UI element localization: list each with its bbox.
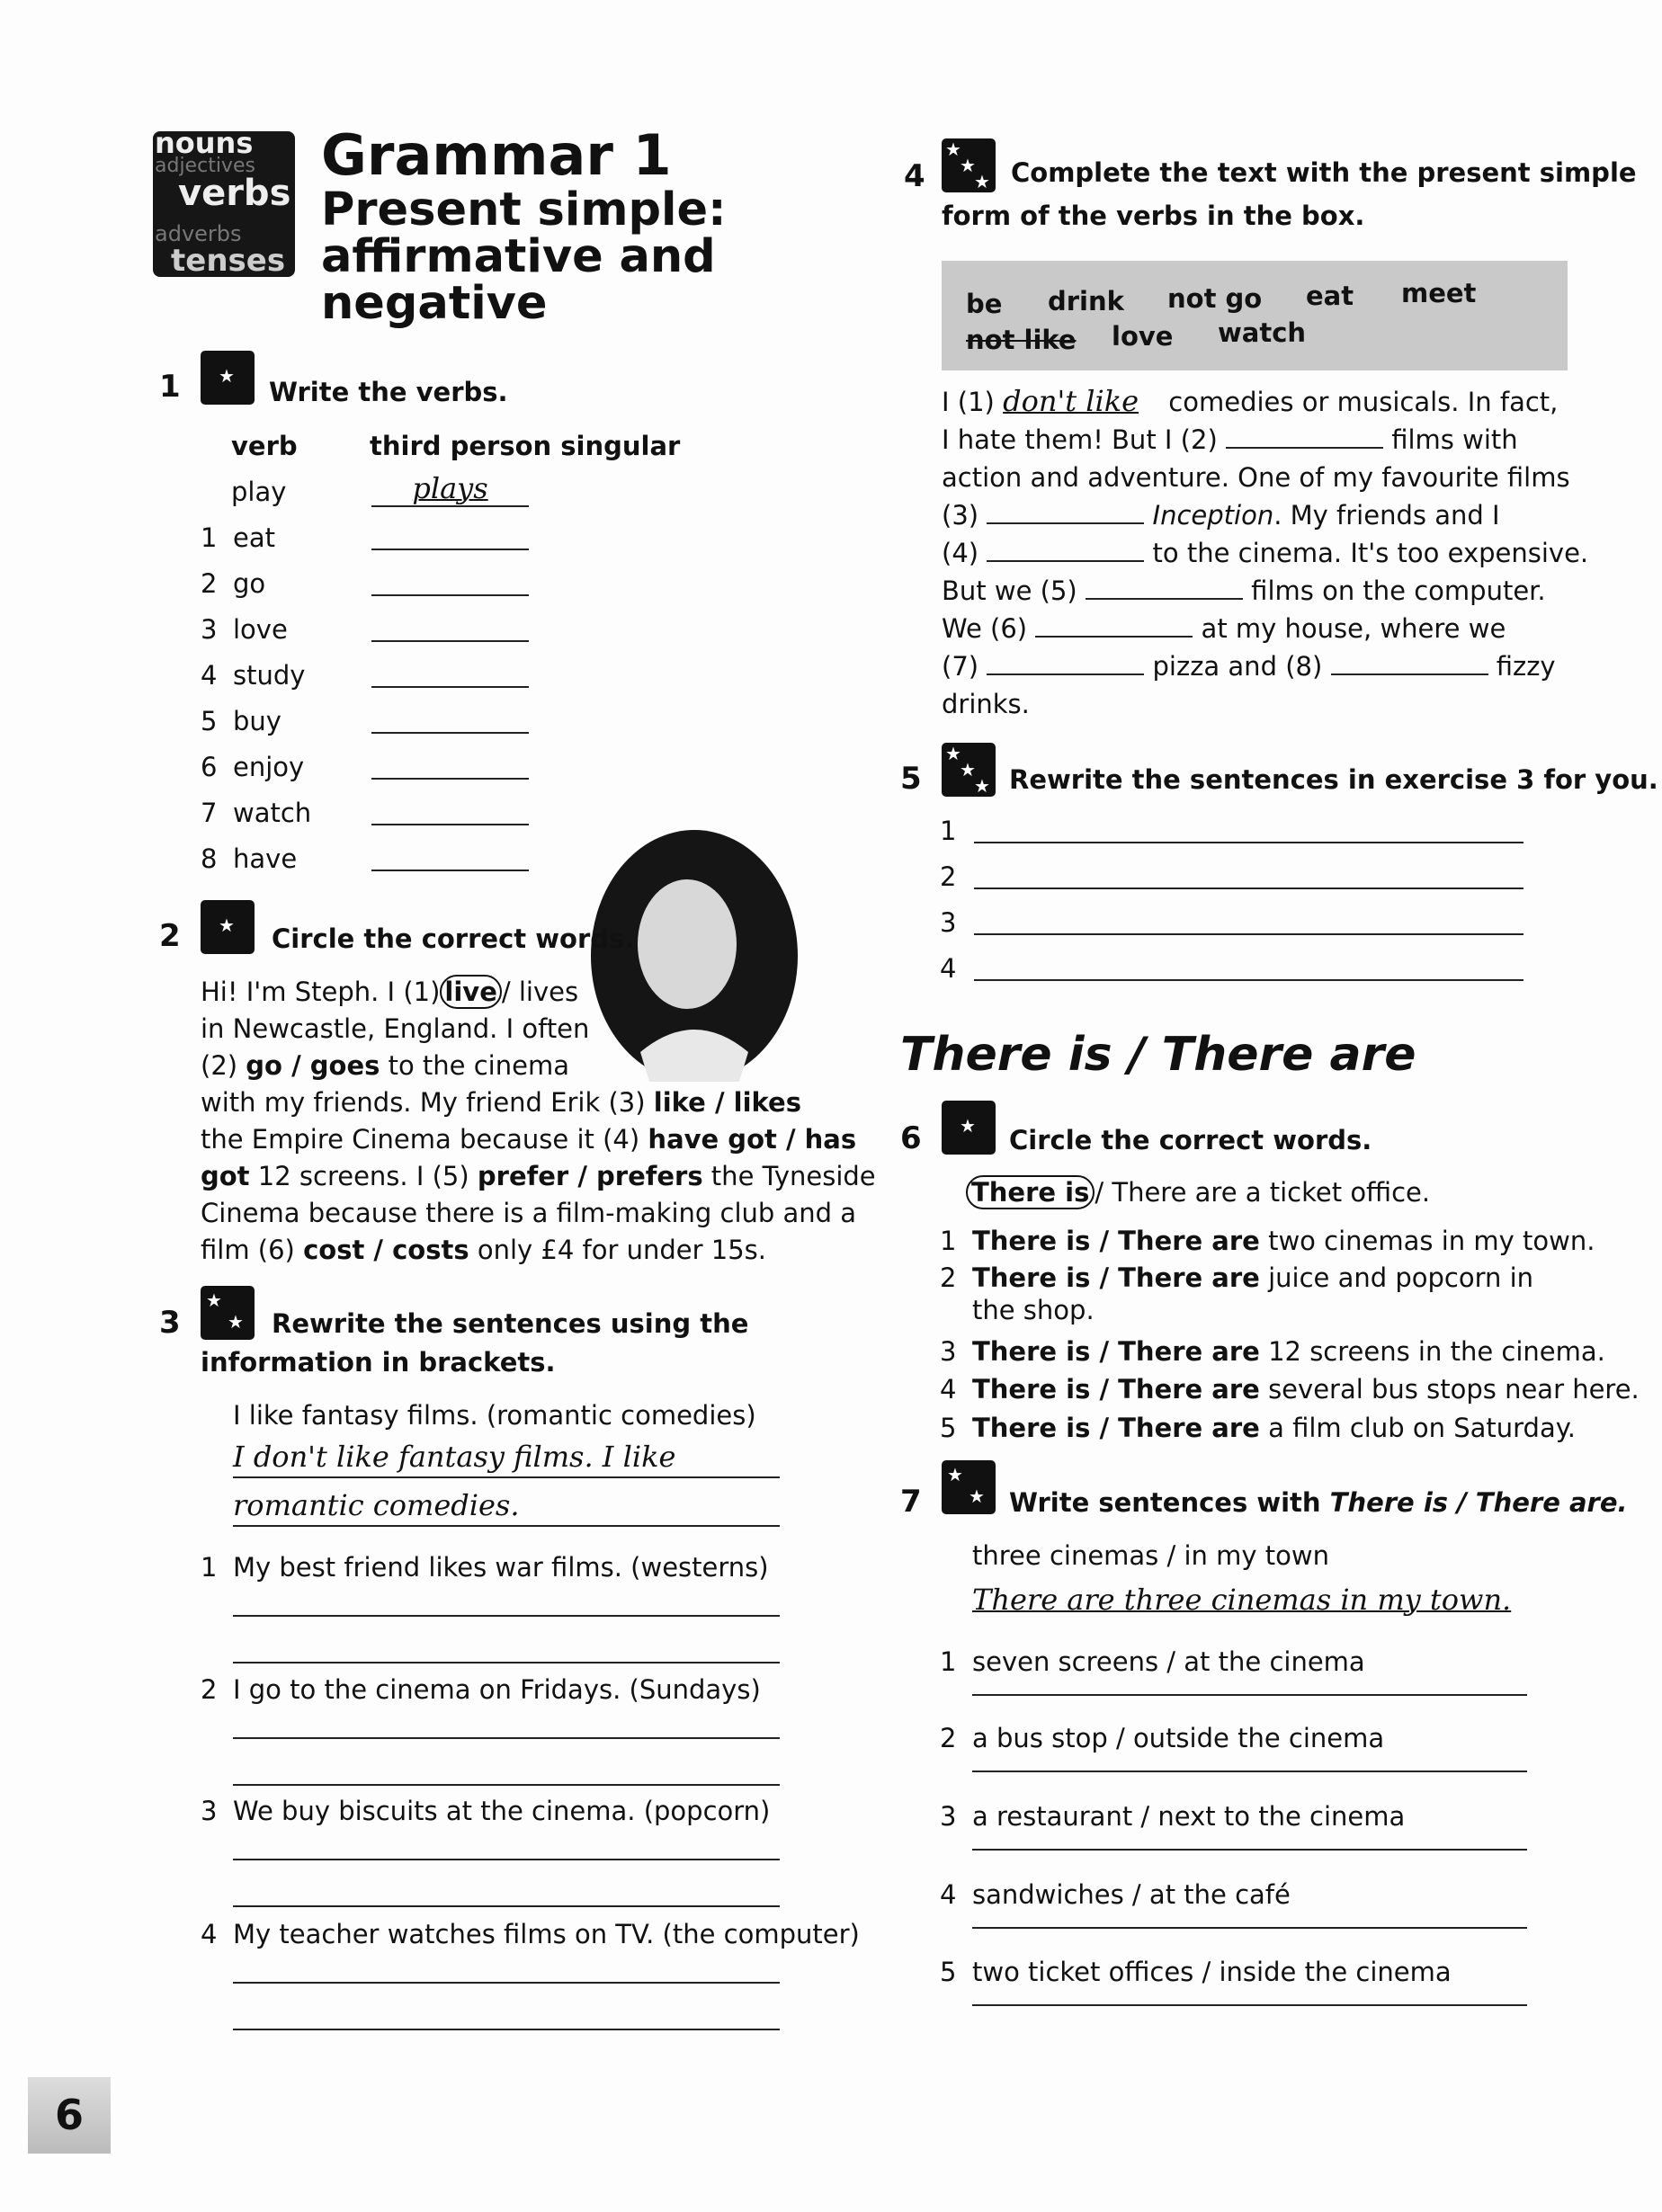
answer-blank[interactable] [371,594,529,596]
answer-blank[interactable] [371,549,529,550]
text-line [201,1048,876,1084]
grammar-logo [153,131,295,277]
example-sentence [966,1174,1430,1211]
subtitle-line: affirmative and [321,230,716,283]
item-verb: buy [233,706,281,736]
answer-line[interactable] [233,1905,780,1907]
answer-line[interactable] [972,1927,1527,1929]
example-prompt: I like fantasy films. (romantic comedies) [233,1400,756,1431]
answer-blank[interactable] [987,501,1144,524]
exercise-number: 1 [159,369,181,405]
item-verb: watch [233,798,312,828]
text-segment: like / likes [653,1087,801,1118]
item-prompt: sandwiches / at the café [972,1879,1291,1910]
text-segment [1144,500,1152,531]
answer-blank[interactable] [1035,614,1193,638]
text-segment: . My friends and I [1273,500,1500,531]
text-line [942,685,1588,723]
sentence-rest: two cinemas in my town. [1259,1226,1595,1256]
item-number: 1 [940,1226,957,1256]
answer-blank[interactable] [371,686,529,688]
text-segment: (3) [942,500,987,531]
circled-answer: There is [966,1175,1095,1209]
answer-line[interactable] [233,1859,780,1860]
text-line [201,1084,876,1121]
item-sentence [972,1410,1576,1447]
text-segment: to the cinema [380,1050,569,1081]
box-word: be [966,289,1003,319]
text-line [942,647,1588,685]
star-icon: ★ [201,900,255,954]
item-sentence [972,1333,1605,1370]
item-sentence: My teacher watches films on TV. (the computer) [233,1919,860,1949]
text-segment: only £4 for under 15s. [469,1235,766,1265]
item-number: 3 [201,1796,218,1826]
text-segment: Hi! I'm Steph. I (1) [201,977,441,1007]
answer-line[interactable] [974,842,1524,843]
text-segment: film (6) [201,1235,304,1265]
answer-blank[interactable] [1086,576,1243,600]
star-icon: ★ [201,351,255,405]
exercise-number: 4 [904,158,925,194]
answer-line[interactable] [233,1982,780,1984]
item-number: 4 [940,953,957,984]
item-sentence [972,1371,1640,1408]
answer-line[interactable] [974,979,1524,981]
logo-word: tenses [171,243,286,277]
item-number: 7 [201,798,218,828]
item-sentence: I go to the cinema on Fridays. (Sundays) [233,1674,761,1705]
example-answer: There are three cinemas in my town. [972,1583,1512,1617]
text-segment: We (6) [942,613,1036,644]
text-segment: prefer / prefers [477,1161,703,1191]
item-sentence [972,1260,1533,1297]
exercise-instruction: form of the verbs in the box. [942,201,1365,231]
text-segment: (7) [942,651,987,682]
exercise-instruction: Rewrite the sentences using the [272,1308,749,1339]
exercise-number: 2 [159,918,181,954]
text-segment: have got / has [648,1124,857,1155]
answer-line [371,505,529,507]
example-answer: romantic comedies. [233,1488,520,1522]
sentence-rest: juice and popcorn in [1259,1262,1534,1293]
example-prompt: three cinemas / in my town [972,1540,1329,1571]
text-segment: films with [1382,424,1518,455]
item-number: 3 [201,614,218,645]
box-word: not go [1167,283,1263,314]
text-segment: drinks. [942,689,1030,719]
item-number: 3 [940,1801,957,1832]
page-subtitle [321,183,727,330]
text-line [942,534,1588,572]
item-number: 2 [940,861,957,892]
item-number: 1 [940,1646,957,1677]
answer-line[interactable] [233,1737,780,1739]
text-segment: action and adventure. One of my favourite films [942,462,1570,493]
item-number: 2 [201,568,218,599]
subtitle-line: Present simple: [321,183,727,236]
answer-line[interactable] [974,887,1524,889]
example-rest: / There are a ticket office. [1095,1177,1431,1208]
three-stars-icon: ★ ★ ★ [942,743,996,797]
answer-line[interactable] [972,1849,1527,1851]
text-segment: pizza and (8) [1144,651,1331,682]
text-segment: go / goes [246,1050,380,1081]
text-segment: / lives [501,977,579,1007]
sentence-rest: 12 screens in the cinema. [1259,1336,1605,1367]
example-answer: plays [412,471,488,505]
item-verb: love [233,614,288,645]
text-line [201,1011,876,1048]
subtitle-line: negative [321,277,548,330]
answer-options[interactable]: There is / There are [972,1413,1260,1443]
column-header-verb: verb [231,431,298,461]
text-segment: with my friends. My friend Erik (3) [201,1087,654,1118]
text-line [942,459,1588,496]
text-line [942,496,1588,534]
text-segment: comedies or musicals. In fact, [1160,387,1559,417]
answer-line[interactable] [233,1784,780,1786]
text-line [201,974,876,1011]
item-number: 4 [201,1919,218,1949]
box-word: watch [1218,317,1307,348]
three-stars-icon: ★ ★ ★ [942,138,996,192]
answer-blank[interactable] [371,640,529,642]
instruction-text: Write sentences with [1009,1487,1330,1518]
answer-line[interactable] [972,2004,1527,2006]
two-stars-icon: ★ ★ [201,1286,255,1340]
item-prompt: a bus stop / outside the cinema [972,1723,1385,1753]
column-header-third-person: third person singular [370,431,681,461]
exercise-number: 6 [900,1120,922,1156]
text-segment: films on the computer. [1242,575,1546,606]
text-segment: to the cinema. It's too expensive. [1144,538,1589,568]
answer-blank[interactable] [371,778,529,780]
answer-blank[interactable] [371,732,529,734]
logo-word: adverbs [155,221,242,246]
instruction-emphasis: There is / There are. [1329,1487,1628,1518]
answer-options[interactable]: There is / There are [972,1262,1260,1293]
answer-line[interactable] [972,1694,1527,1696]
logo-word: adjectives [155,155,255,177]
exercise-instruction: Circle the correct words. [1009,1125,1372,1155]
answer-blank[interactable] [1331,652,1488,675]
text-segment: But we (5) [942,575,1086,606]
answer-line[interactable] [233,1615,780,1617]
text-segment: in Newcastle, England. I often [201,1013,590,1044]
item-number: 2 [201,1674,218,1705]
text-segment: I (1) [942,387,1004,417]
exercise-number: 3 [159,1305,181,1341]
answer-options[interactable]: There is / There are [972,1226,1260,1256]
text-segment: fizzy [1488,651,1556,682]
item-number: 4 [940,1374,957,1405]
box-word: not like [966,325,1077,355]
answer-blank[interactable] [987,652,1144,675]
item-number: 5 [940,1957,957,1987]
sentence-rest: a film club on Saturday. [1259,1413,1576,1443]
item-sentence [972,1223,1595,1260]
answer-blank[interactable] [371,824,529,825]
item-number: 5 [940,1413,957,1443]
item-verb: study [233,660,306,691]
text-line [201,1121,876,1158]
item-prompt: a restaurant / next to the cinema [972,1801,1406,1832]
text-segment: (4) [942,538,987,568]
text-segment: Cinema because there is a film-making club and a [201,1198,857,1228]
exercise-instruction: information in brackets. [201,1347,556,1378]
exercise-number: 5 [900,761,922,797]
item-verb: eat [233,522,275,553]
answer-options[interactable]: There is / There are [972,1374,1260,1405]
page-title: Grammar 1 [321,122,672,188]
item-number: 1 [940,816,957,846]
page-number: 6 [28,2077,111,2154]
text-segment: I hate them! But I (2) [942,424,1226,455]
item-number: 4 [940,1879,957,1910]
item-number: 1 [201,522,218,553]
text-line [201,1158,876,1195]
text-segment: 12 screens. I (5) [249,1161,478,1191]
text-line [942,382,1588,421]
answer-line[interactable] [972,1770,1527,1772]
text-segment: Inception [1152,500,1274,531]
answer-blank[interactable] [371,870,529,871]
answer-line[interactable] [233,2029,780,2030]
exercise-4-text [942,382,1588,723]
logo-word: nouns [155,131,254,160]
text-segment: got [201,1161,250,1191]
answer-blank[interactable] [1226,425,1383,449]
star-icon: ★ [942,1101,996,1155]
text-segment: the Tyneside [702,1161,876,1191]
box-word: love [1112,321,1174,352]
item-verb: enjoy [233,752,305,782]
exercise-instruction: Circle the correct words. [272,923,635,954]
item-number: 8 [201,843,218,874]
item-prompt: two ticket offices / inside the cinema [972,1957,1452,1987]
item-number: 6 [201,752,218,782]
circled-answer: live [440,975,501,1009]
exercise-instruction: Write the verbs. [269,377,508,407]
item-number: 3 [940,1336,957,1367]
sentence-continuation: the shop. [972,1295,1095,1325]
item-number: 2 [940,1262,957,1293]
item-verb: go [233,568,266,599]
exercise-2-text [201,974,876,1269]
exercise-instruction: Complete the text with the present simple [1011,157,1637,188]
box-word: eat [1306,281,1354,311]
answer-options[interactable]: There is / There are [972,1336,1260,1367]
text-line [201,1232,876,1269]
example-verb: play [231,477,287,507]
item-sentence: My best friend likes war films. (westerns) [233,1552,769,1583]
text-line [201,1195,876,1232]
text-segment: the Empire Cinema because it (4) [201,1124,648,1155]
text-line [942,421,1588,459]
item-number: 4 [201,660,218,691]
text-segment: (2) [201,1050,246,1081]
exercise-number: 7 [900,1484,922,1520]
text-line [942,610,1588,647]
item-number: 2 [940,1723,957,1753]
logo-word: verbs [178,173,291,214]
item-verb: have [233,843,298,874]
item-number: 5 [201,706,218,736]
handwritten-answer: don't like [1003,384,1139,418]
two-stars-icon: ★ ★ [942,1460,996,1514]
text-segment: cost / costs [303,1235,469,1265]
text-line [942,572,1588,610]
item-number: 1 [201,1552,218,1583]
answer-line[interactable] [974,933,1524,935]
item-number: 3 [940,907,957,938]
exercise-instruction [1009,1485,1628,1521]
section-heading: There is / There are [900,1028,1416,1082]
exercise-instruction: Rewrite the sentences in exercise 3 for you. [1009,764,1658,795]
item-prompt: seven screens / at the cinema [972,1646,1365,1677]
sentence-rest: several bus stops near here. [1259,1374,1640,1405]
answer-blank[interactable] [987,539,1144,562]
item-sentence: We buy biscuits at the cinema. (popcorn) [233,1796,771,1826]
box-word: drink [1048,286,1124,317]
box-word: meet [1401,278,1477,308]
example-answer: I don't like fantasy films. I like [233,1440,676,1474]
answer-line[interactable] [233,1662,780,1663]
text-segment: at my house, where we [1193,613,1506,644]
